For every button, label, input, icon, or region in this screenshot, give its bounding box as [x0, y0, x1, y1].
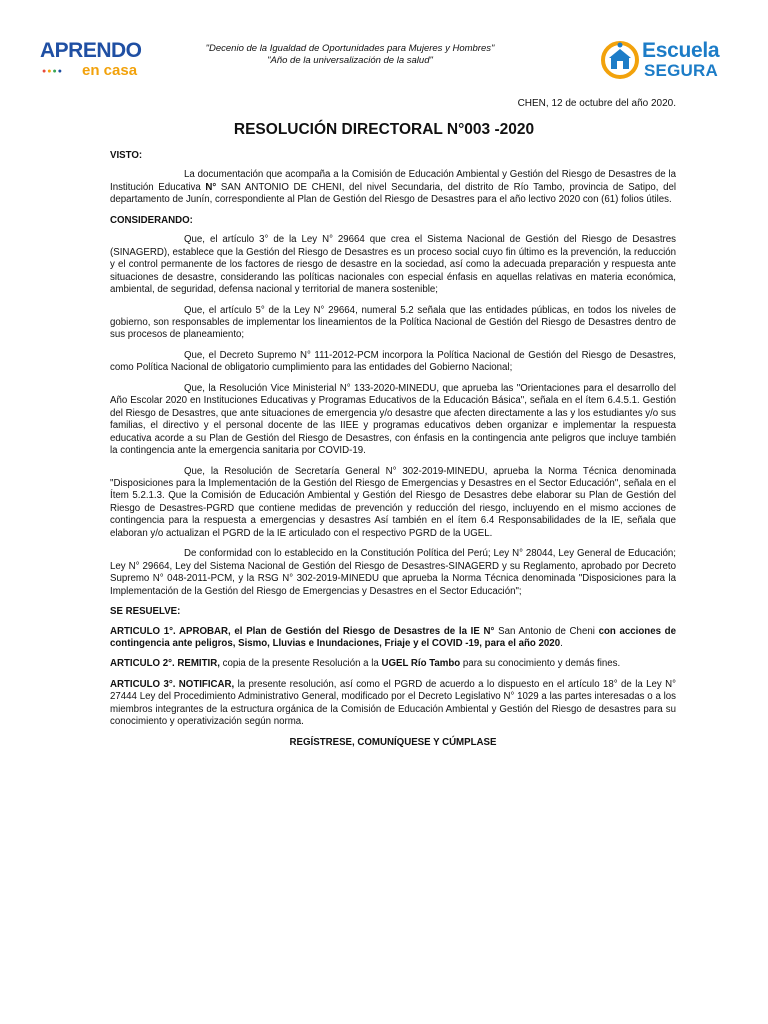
considerando-heading: CONSIDERANDO:	[110, 214, 193, 226]
header-quote-1: "Decenio de la Igualdad de Oportunidades para Mujeres y Hombres"	[205, 43, 495, 54]
considerando-paragraph-6: De conformidad con lo establecido en la Constitución Política del Perú; Ley N° 28044, Ley General de Educación; Ley N° 29664, Ley del Sistema Nacional de Gestión del Riesgo de Desastres-SINAGERD y su Reglamento, aprobado por Decreto Supremo N° 048-2011-PCM, y la RSG N° 302-2019-MINEDU que aprueba la Norma Técnica denominada "Disposiciones para la Implementación de la Gestión del Riesgo de Emergencias y Desastres en el Sector Educación";	[110, 548, 676, 597]
considerando-paragraph-1: Que, el artículo 3° de la Ley N° 29664 que crea el Sistema Nacional de Gestión del Riesgo de Desastres (SINAGERD), establece que la Gestión del Riesgo de Desastres es un proceso social cuyo fin último es la prevención, la reducción y el control permanente de los factores de riesgo de desastre en la sociedad, así como la adecuada preparación y respuesta ante situaciones de desastre, considerando las políticas nacionales con especial énfasis en aquellas relativas en materia económica, ambiental, de seguridad, defensa nacional y territorial de manera sostenible;	[110, 234, 676, 296]
logo-left-line1: APRENDO	[40, 39, 142, 62]
logo-right-line2: SEGURA	[644, 61, 718, 80]
header-quote-2: "Año de la universalización de la salud"	[267, 55, 433, 66]
articulo-2: ARTICULO 2°. REMITIR, copia de la presente Resolución a la UGEL Río Tambo para su conocimiento y demás fines.	[110, 658, 621, 670]
closing-statement: REGÍSTRESE, COMUNÍQUESE Y CÚMPLASE	[289, 736, 497, 748]
visto-paragraph: La documentación que acompaña a la Comisión de Educación Ambiental y Gestión del Riesgo de Desastres de la Institución Educativa N° SAN ANTONIO DE CHENI, del nivel Secundaria, del distrito de Río Tambo, provincia de Satipo, del departamento de Junín, correspondiente al Plan de Gestión del Riesgo de Desastres para el año lectivo 2020 con (61) folios útiles.	[110, 169, 676, 206]
aprendo-en-casa-logo	[40, 40, 150, 86]
resuelve-heading: SE RESUELVE:	[110, 606, 181, 618]
articulo-1: ARTICULO 1°. APROBAR, el Plan de Gestión del Riesgo de Desastres de la IE N° San Antonio de Cheni con acciones de contingencia ante peligros, Sismo, Lluvias e Inundaciones, Friaje y el COVID -19, para el año 2020.	[110, 625, 676, 649]
logo-right-line1: Escuela	[642, 39, 720, 62]
logo-left-line2: en casa	[82, 62, 138, 79]
considerando-paragraph-5: Que, la Resolución de Secretaría General N° 302-2019-MINEDU, aprueba la Norma Técnica denominada "Disposiciones para la Implementación de la Gestión del Riesgo de Emergencias y Desastres en el Sector Educación", señala en el Ítem 5.2.1.3. Que la Comisión de Educación Ambiental y Gestión del Riesgo de Desastres debe elaborar su Plan de Gestión del Riesgo de Desastres-PGRD que contiene medidas de prevención y reducción del riesgo, incluyendo en el mismo acciones de contingencia para la respuesta a emergencias y desastres Así también en el ítem 6.4 Responsabilidades de la IE, señala que elaboran y/o actualizan el PGRD de la IE articulado con el respectivo PGRD de la UGEL.	[110, 465, 676, 539]
document-date: CHEN, 12 de octubre del año 2020.	[517, 98, 676, 109]
school-badge-icon	[600, 40, 640, 80]
document-title: RESOLUCIÓN DIRECTORAL N°003 -2020	[233, 121, 535, 138]
escuela-segura-logo	[600, 38, 730, 86]
articulo-3: ARTICULO 3°. NOTIFICAR, la presente resolución, así como el PGRD de acuerdo a lo dispuesto en el artículo 18° de la Ley N° 27444 Ley del Procedimiento Administrativo General, modificado por el Decreto Legislativo N° 1029 a las partes interesadas o a los miembros integrantes de la estructura orgánica de la Comisión de Educación Ambiental y Gestión del Riesgo de desastres para su conocimiento y operativización según norma.	[110, 678, 677, 728]
considerando-paragraph-2: Que, el artículo 5° de la Ley N° 29664, numeral 5.2 señala que las entidades públicas, en todos los niveles de gobierno, son responsables de implementar los lineamientos de la Política Nacional de Gestión del Riesgo de Desastres dentro de sus procesos de planeamiento;	[110, 304, 676, 341]
considerando-paragraph-4: Que, la Resolución Vice Ministerial N° 133-2020-MINEDU, que aprueba las "Orientaciones para el desarrollo del Año Escolar 2020 en Instituciones Educativas y Programas Educativos de la Educación Básica", señala en el ítem 6.4.5.1. Gestión del Riesgo de Desastres, que ante situaciones de emergencia y/o desastre que afecten directamente a las y los estudiantes y/o sus familias, el directivo y el personal docente de las IIEE y programas educativos deben organizar e implementar la respuesta educativa acorde a su Plan de Gestión del Riesgo de Desastres, con énfasis en la contingencia ante peligros que incluye también la contingencia ante la emergencia sanitaria por COVID-19.	[110, 382, 676, 457]
document-body	[110, 150, 676, 757]
visto-heading: VISTO:	[110, 150, 143, 161]
logo-dots: ●●●●	[42, 68, 63, 75]
considerando-paragraph-3: Que, el Decreto Supremo N° 111-2012-PCM incorpora la Política Nacional de Gestión del Riesgo de Desastres, como Política Nacional de obligatorio cumplimiento para las entidades del Gobierno Nacional;	[110, 349, 676, 374]
header-quotes	[200, 43, 500, 67]
